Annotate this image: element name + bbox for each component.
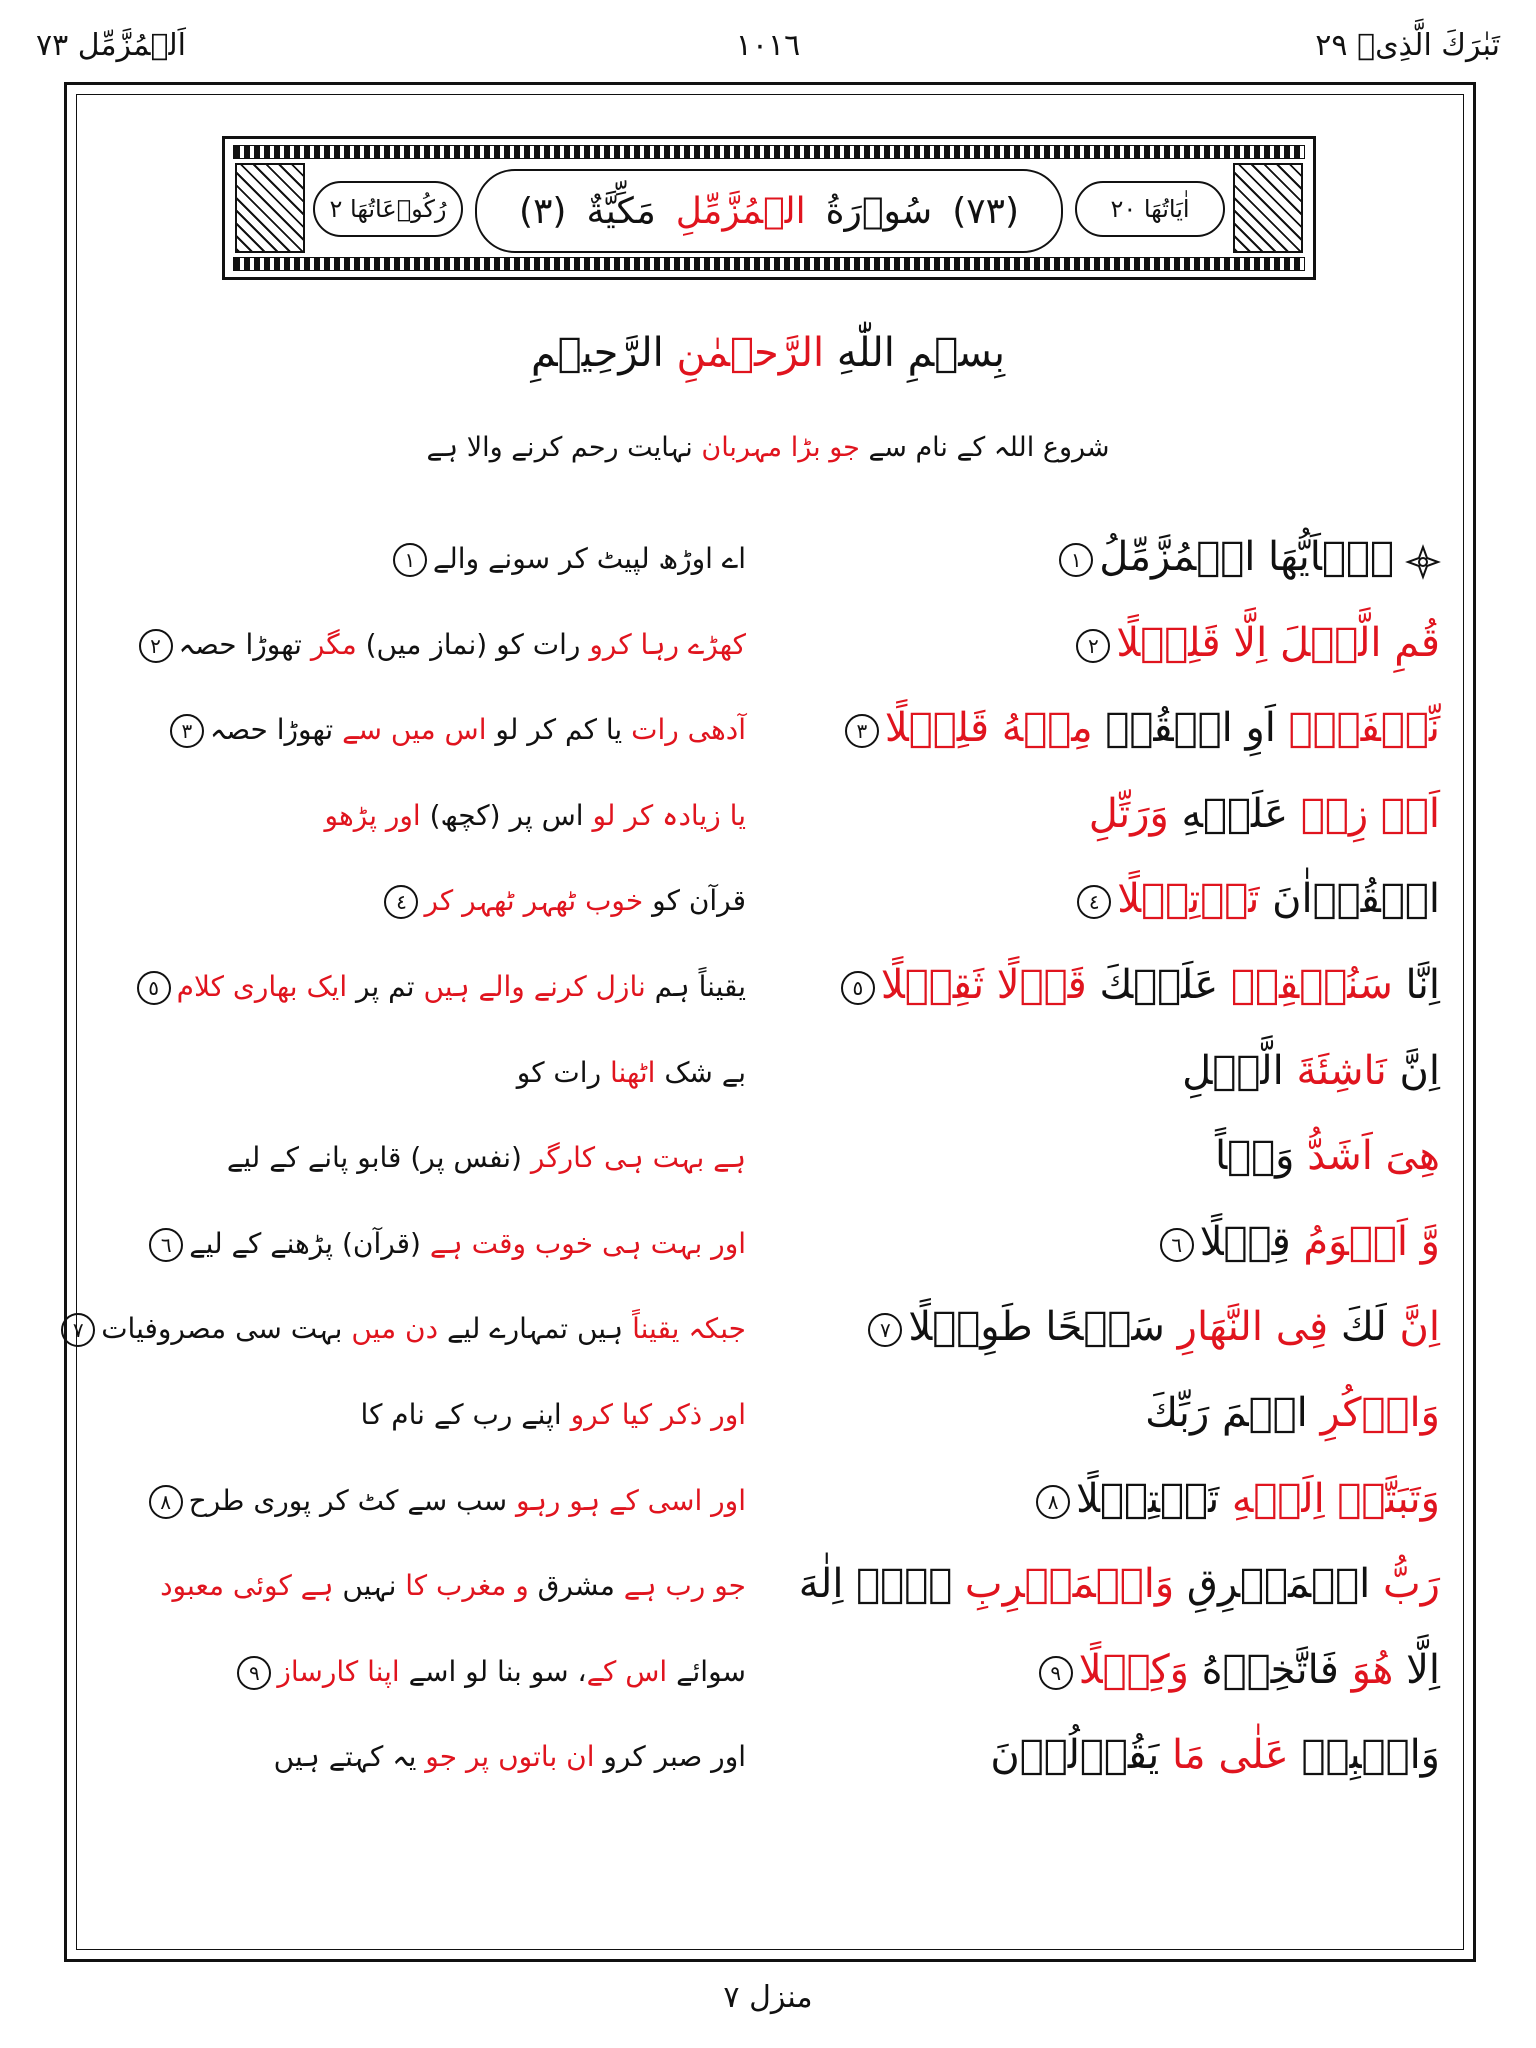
verse-number: ١: [1059, 543, 1093, 577]
arabic-segment: هِىَ اَشَدُّ: [1307, 1133, 1440, 1180]
urdu-segment: یا کم کر لو: [486, 713, 632, 747]
translation-verse-number: ٤: [384, 885, 418, 919]
arabic-segment: الَّيۡلِ: [1182, 1047, 1297, 1094]
urdu-segment: قرآن کو: [643, 884, 746, 918]
urdu-translation: [106, 713, 746, 748]
arabic-segment: عَلٰى مَا: [1171, 1732, 1289, 1779]
arabic-segment: الۡقُرۡاٰنَ: [1259, 876, 1440, 923]
bismillah-part: بِسۡمِ اللّٰهِ: [836, 330, 1006, 376]
ruku-count: رُكُوۡعَاتُهَا ٢: [313, 181, 463, 237]
urdu-segment: نہیں: [333, 1569, 406, 1603]
arabic-segment: فَاتَّخِذۡهُ: [1188, 1646, 1352, 1693]
arabic-segment: عَلَيۡكَ: [1086, 962, 1231, 1008]
bismillah-part: الرَّحِيۡمِ: [530, 330, 664, 376]
arabic-segment: سَنُلۡقِىۡ: [1231, 962, 1393, 1008]
urdu-segment: مگر: [310, 627, 357, 661]
arabic-segment: مِنۡهُ قَلِيۡلًا: [884, 705, 1093, 752]
translation-part: جو بڑا مہربان: [701, 432, 860, 463]
urdu-translation: [106, 1569, 746, 1602]
arabic-segment: اَوۡ زِدۡ: [1300, 790, 1440, 837]
arabic-verse: [740, 962, 1440, 1008]
urdu-segment: ایک بھاری کلام: [176, 970, 348, 1003]
arabic-verse: [740, 1561, 1440, 1607]
arabic-verse: [740, 1647, 1440, 1693]
arabic-segment: اِنَّا: [1392, 962, 1440, 1008]
arabic-verse: [740, 1304, 1440, 1350]
urdu-segment: اور پڑھو: [324, 798, 421, 832]
arabic-segment: يٰۤاَيُّهَا الۡمُزَّمِّلُ: [1099, 534, 1394, 580]
urdu-segment: کھڑے رہا کرو: [589, 627, 746, 661]
arabic-verse: [740, 1732, 1440, 1778]
arabic-segment: هُوَ: [1351, 1646, 1394, 1693]
arabic-segment: اِنَّ: [1386, 1047, 1440, 1094]
urdu-segment: ہیں تمہارے لیے: [438, 1312, 633, 1346]
arabic-segment: وَرَتِّلِ: [1088, 790, 1169, 837]
arabic-verse: [740, 876, 1440, 922]
urdu-segment: اے اوڑھ لپیٹ کر سونے والے: [432, 542, 746, 575]
translation-part: نہایت رحم کرنے والا ہے: [426, 432, 693, 463]
urdu-segment: اس پر (کچھ): [420, 798, 593, 832]
verse-row: [0, 1470, 1536, 1540]
verse-number: ٩: [1039, 1656, 1073, 1690]
header-surah-label: اَلۡمُزَّمِّل ٧٣: [36, 28, 186, 63]
urdu-segment: رات کو: [516, 1055, 610, 1089]
urdu-translation: [106, 970, 746, 1005]
urdu-segment: اور ذکر کیا کرو: [570, 1398, 746, 1431]
translation-verse-number: ٦: [149, 1228, 183, 1262]
arabic-verse: [740, 791, 1440, 837]
urdu-segment: خوب ٹھہر ٹھہر کر: [424, 884, 644, 918]
verse-row: [0, 528, 1536, 598]
urdu-translation: [106, 1740, 746, 1773]
urdu-segment: اور بہت ہی خوب وقت ہے: [429, 1226, 746, 1260]
arabic-segment: قُمِ الَّيۡلَ اِلَّا قَلِيۡلًا: [1116, 619, 1440, 666]
arabic-segment: لَكَ: [1328, 1304, 1400, 1351]
urdu-segment: نازل کرنے والے ہیں: [423, 970, 646, 1003]
verse-row: [0, 1726, 1536, 1796]
verse-number: ٥: [841, 971, 875, 1005]
urdu-segment: (قرآن) پڑھنے کے لیے: [189, 1226, 430, 1260]
surah-number: (٧٣): [952, 190, 1019, 232]
arabic-segment: سَبۡحًا طَوِيۡلًا: [908, 1304, 1178, 1351]
verse-row: [0, 1127, 1536, 1197]
arabic-segment: لَاۤ اِلٰهَ: [798, 1561, 965, 1608]
urdu-segment: جو رب ہے: [623, 1569, 746, 1603]
urdu-segment: دن میں: [351, 1312, 439, 1346]
arabic-segment: اِلَّا: [1393, 1646, 1440, 1693]
urdu-translation: [106, 1227, 746, 1262]
arabic-segment: وَاصۡبِرۡ: [1288, 1732, 1440, 1779]
urdu-segment: تھوڑا حصہ: [178, 627, 311, 661]
translation-verse-number: ٥: [137, 971, 171, 1005]
arabic-segment: فِى النَّهَارِ: [1177, 1304, 1329, 1351]
urdu-segment: (نفس پر) قابو پانے کے لیے: [226, 1141, 531, 1175]
verse-row: [0, 1298, 1536, 1368]
translation-verse-number: ٢: [139, 629, 173, 663]
urdu-segment: اور صبر کرو: [594, 1740, 746, 1774]
translation-verse-number: ٣: [170, 714, 204, 748]
urdu-translation: [72, 1312, 746, 1347]
verse-row: [0, 870, 1536, 940]
urdu-translation: [106, 799, 746, 832]
arabic-segment: عَلَيۡهِ: [1168, 790, 1301, 837]
translation-part: شروع اللہ کے نام سے: [868, 432, 1110, 463]
arabic-verse: [740, 1219, 1440, 1265]
arabic-verse: [740, 620, 1440, 666]
verse-number: ٦: [1160, 1228, 1194, 1262]
urdu-segment: یہ کہتے ہیں: [273, 1740, 426, 1774]
verse-number: ٨: [1036, 1485, 1070, 1519]
arabic-verse: [740, 1390, 1440, 1436]
arabic-segment: وَطۡاً: [1214, 1133, 1308, 1180]
arabic-segment: وَالۡمَغۡرِبِ: [964, 1561, 1175, 1608]
urdu-translation: [106, 628, 746, 663]
verse-row: [0, 1384, 1536, 1454]
arabic-segment: قِيۡلًا: [1199, 1218, 1304, 1265]
page-number: ١٠١٦: [735, 28, 801, 63]
urdu-segment: اس میں سے: [342, 713, 487, 747]
urdu-segment: اپنا کارساز: [277, 1654, 400, 1688]
arabic-segment: رَبُّ: [1383, 1561, 1440, 1608]
verse-number: ٧: [868, 1313, 902, 1347]
ruku-number: (٣): [519, 190, 567, 232]
arabic-segment: نِّصۡفَهٗۤ: [1288, 705, 1440, 752]
arabic-verse: [740, 534, 1440, 580]
arabic-segment: وَتَبَتَّلۡ اِلَيۡهِ: [1231, 1475, 1440, 1522]
verse-row: [0, 1555, 1536, 1625]
verse-row: [0, 956, 1536, 1026]
translation-verse-number: ٧: [61, 1313, 95, 1347]
bismillah-part: الرَّحۡمٰنِ: [676, 330, 825, 376]
urdu-segment: اٹھنا: [610, 1055, 656, 1089]
urdu-translation: [106, 884, 746, 919]
urdu-segment: سب سے کٹ کر پوری طرح: [188, 1483, 516, 1517]
arabic-segment: الۡمَشۡرِقِ: [1174, 1561, 1384, 1608]
urdu-segment: تھوڑا حصہ: [209, 713, 343, 747]
urdu-segment: جبکہ یقیناً: [632, 1312, 746, 1346]
verse-row: [0, 785, 1536, 855]
urdu-segment: مشرق: [528, 1569, 624, 1603]
verse-number: ٢: [1076, 629, 1110, 663]
arabic-segment: اسۡمَ رَبِّكَ: [1145, 1390, 1321, 1436]
urdu-segment: اپنے رب کے نام کا: [360, 1398, 571, 1431]
urdu-segment: ان باتوں پر جو: [425, 1740, 595, 1774]
urdu-segment: ہے بہت ہی کارگر: [530, 1141, 746, 1175]
urdu-segment: بہت سی مصروفیات: [101, 1312, 352, 1346]
urdu-segment: بے شک: [655, 1055, 746, 1089]
verse-number: ٤: [1077, 885, 1111, 919]
urdu-translation: [106, 1655, 746, 1690]
arabic-verse: [740, 1476, 1440, 1522]
urdu-translation: [106, 1141, 746, 1174]
surah-name: الۡمُزَّمِّلِ: [675, 190, 806, 232]
ayat-count: اٰيَاتُهَا ٢٠: [1075, 181, 1225, 237]
arabic-verse: [740, 1048, 1440, 1094]
urdu-segment: سوائے: [667, 1654, 746, 1688]
manzil-label: منزل ٧: [723, 1980, 813, 2015]
surah-prefix: سُوۡرَةُ: [825, 190, 933, 232]
verse-row: [0, 614, 1536, 684]
translation-verse-number: ١: [393, 543, 427, 577]
ornament-flower-icon: [1406, 543, 1440, 577]
translation-verse-number: ٩: [237, 1656, 271, 1690]
urdu-translation: [106, 1056, 746, 1089]
verse-number: ٣: [845, 714, 879, 748]
urdu-segment: اور اسی کے ہو رہو: [515, 1483, 746, 1517]
urdu-translation: [106, 1398, 746, 1431]
arabic-segment: قَوۡلًا ثَقِيۡلًا: [880, 962, 1087, 1008]
arabic-segment: اِنَّ: [1399, 1304, 1440, 1351]
urdu-segment: آدھی رات: [631, 713, 746, 747]
urdu-segment: و مغرب کا: [405, 1569, 529, 1603]
urdu-translation: [106, 542, 746, 577]
arabic-segment: وَّ اَقۡوَمُ: [1303, 1218, 1440, 1265]
urdu-segment: ، سو بنا لو اسے: [399, 1654, 587, 1688]
urdu-segment: رات کو (نماز میں): [356, 627, 590, 661]
surah-type: مَكِّيَّةٌ: [586, 190, 656, 232]
verse-row: [0, 1213, 1536, 1283]
urdu-segment: یقیناً ہم: [645, 970, 746, 1003]
translation-verse-number: ٨: [149, 1485, 183, 1519]
urdu-translation: [106, 1484, 746, 1519]
arabic-segment: يَقُوۡلُوۡنَ: [990, 1732, 1172, 1779]
arabic-segment: وَكِيۡلًا: [1078, 1646, 1189, 1693]
urdu-segment: تم پر: [347, 970, 424, 1003]
arabic-segment: تَرۡتِيۡلًا: [1117, 876, 1260, 923]
arabic-verse: [740, 705, 1440, 751]
arabic-segment: نَاشِئَةَ: [1296, 1047, 1387, 1094]
verse-row: [0, 1641, 1536, 1711]
arabic-segment: وَاذۡكُرِ: [1320, 1390, 1440, 1436]
verse-row: [0, 1042, 1536, 1112]
arabic-segment: تَبۡتِيۡلًا: [1076, 1475, 1232, 1522]
urdu-segment: یا زیادہ کر لو: [592, 798, 746, 832]
urdu-segment: اس کے: [586, 1654, 668, 1688]
arabic-verse: [740, 1133, 1440, 1179]
arabic-segment: اَوِ انۡقُصۡ: [1092, 705, 1289, 752]
urdu-segment: ہے کوئی معبود: [160, 1569, 334, 1603]
verse-row: [0, 699, 1536, 769]
header-juz-label: تَبٰرَكَ الَّذِىۡ ٢٩: [1315, 28, 1500, 63]
